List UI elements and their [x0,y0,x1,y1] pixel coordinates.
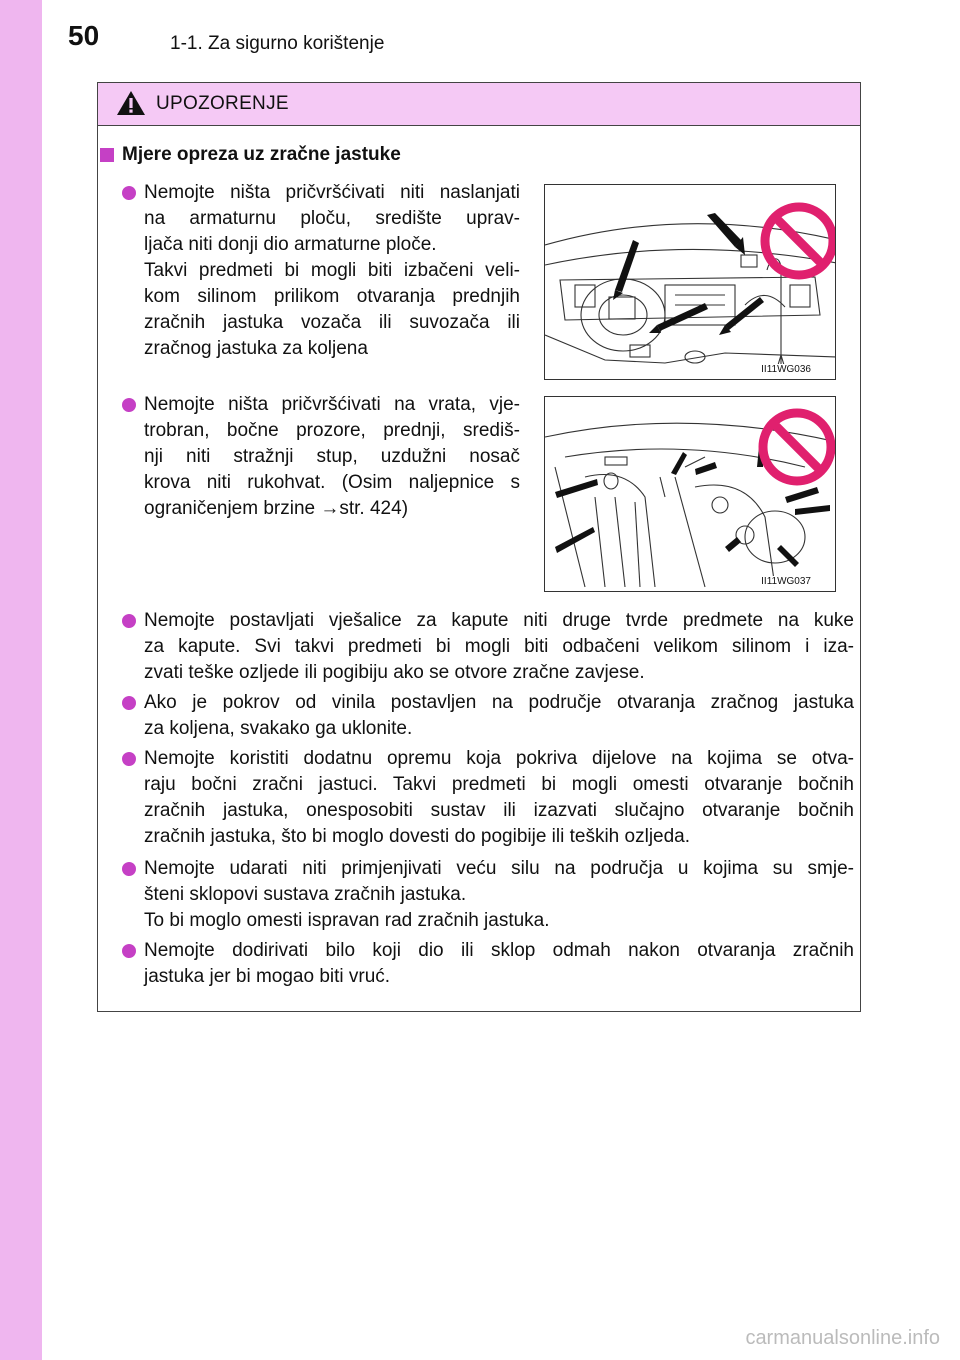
figure-code: II11WG036 [761,364,811,375]
bullet-icon [122,186,136,200]
list-item [122,938,854,990]
item-text [144,392,520,522]
text-line: jastuka jer bi mogao biti vruć. [144,966,391,987]
prohibition-icon [763,413,831,481]
text-line: za kapute. Svi takvi predmeti bi mogli biti odbačeni velikom silinom i iza- [144,636,854,657]
item-text [144,180,520,362]
bullet-icon [122,944,136,958]
bullet-icon [122,696,136,710]
bullet-icon [122,398,136,412]
subheading [100,144,401,166]
list-item [122,180,520,362]
warning-title: UPOZORENJE [156,93,289,114]
page-number: 50 [68,20,100,51]
text-line: Nemojte postavljati vješalice za kapute niti druge tvrde predmete na kuke [144,610,854,631]
bullet-icon [122,614,136,628]
text-line: zvati teške ozljede ili pogibiju ako se otvore zračne zavjese. [144,662,645,683]
item-text [144,608,854,686]
list-item [122,746,854,850]
text-line: zračnih jastuka, onesposobiti sustav ili izazvati slučajno otvaranje bočnih [144,800,854,821]
item-text [144,690,854,742]
warning-triangle-icon [116,89,146,117]
text-line: krova niti rukohvat. (Osim naljepnice s [144,472,520,493]
list-item [122,690,854,742]
section-title: 1-1. Za sigurno korištenje [170,33,385,54]
text-line: ljača niti donji dio armaturne ploče. [144,234,437,255]
bullet-icon [122,752,136,766]
text-line: Nemojte dodirivati bilo koji dio ili sklop odmah nakon otvaranja zračnih [144,940,854,961]
item-text [144,856,854,934]
text-line: za koljena, svakako ga uklonite. [144,718,413,739]
square-bullet-icon [100,148,114,162]
text-line: Nemojte ništa pričvršćivati niti naslanjati [144,182,520,203]
figure-code: II11WG037 [761,576,811,587]
text-line: na armaturnu ploču, središte uprav- [144,208,520,229]
text-line: zračnih jastuka, što bi moglo dovesti do pogibije ili teških ozljeda. [144,826,691,847]
list-item [122,608,854,686]
list-item [122,392,520,522]
text-line: Nemojte koristiti dodatnu opremu koja pokriva dijelove na kojima se otva- [144,748,854,769]
figure-dashboard-illustration [544,184,836,380]
prohibition-icon [765,207,833,275]
side-tab-bar [0,0,42,1360]
bullet-icon [122,862,136,876]
text-line: zračnih jastuka vozača ili suvozača ili [144,312,520,333]
warning-header [98,83,860,126]
text-line: Ako je pokrov od vinila postavljen na područje otvaranja zračnog jastuka [144,692,854,713]
text-line: kom silinom prilikom otvaranja prednjih [144,286,520,307]
text-line: To bi moglo omesti ispravan rad zračnih jastuka. [144,910,550,931]
text-line: Takvi predmeti bi mogli biti izbačeni veli- [144,260,520,281]
text-line: zračnog jastuka za koljena [144,338,368,359]
list-item [122,856,854,934]
figure-interior-illustration [544,396,836,592]
text-line: Nemojte ništa pričvršćivati na vrata, vje- [144,394,520,415]
text-line: Nemojte udarati niti primjenjivati veću silu na područja u kojima su smje- [144,858,854,879]
dashboard-illustration [545,185,836,380]
text-line: raju bočni zračni jastuci. Takvi predmeti bi mogli omesti otvaranje bočnih [144,774,854,795]
watermark: carmanualsonline.info [745,1327,940,1349]
subheading-text: Mjere opreza uz zračne jastuke [122,144,401,165]
text-line: šteni sklopovi sustava zračnih jastuka. [144,884,467,905]
text-line: ograničenjem brzine →str. 424) [144,498,409,519]
interior-illustration [545,397,836,592]
text-line: trobran, bočne prozore, prednji, središ- [144,420,520,441]
text-line: nji niti stražnji stup, uzdužni nosač [144,446,520,467]
item-text [144,746,854,850]
item-text [144,938,854,990]
